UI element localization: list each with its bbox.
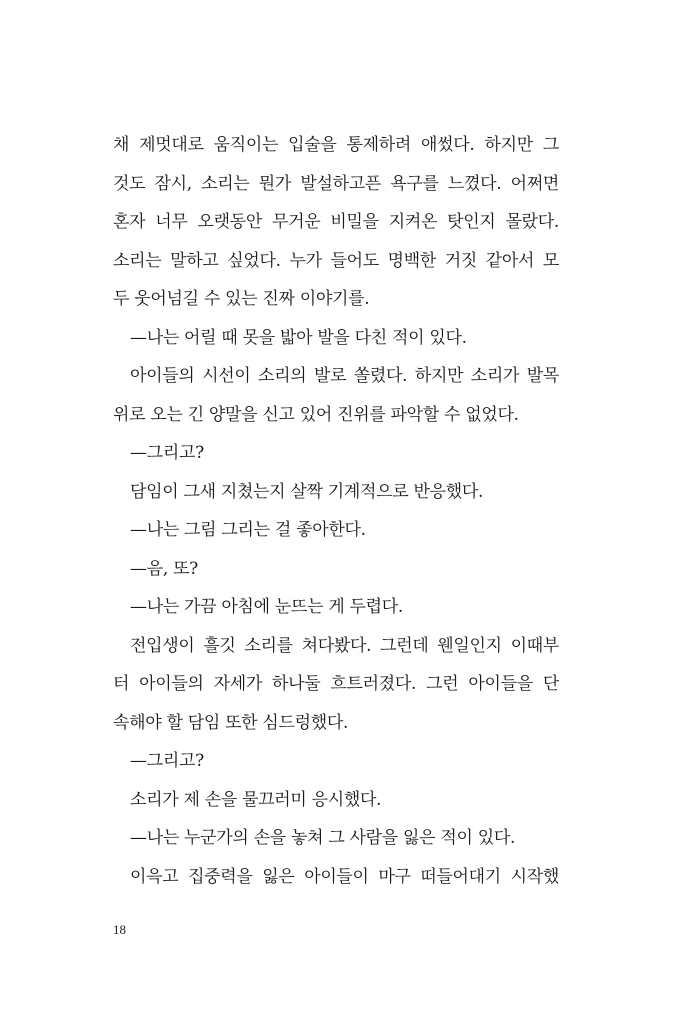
text-line: 소리가 제 손을 물끄러미 응시했다. <box>130 789 382 810</box>
text-line: 두 웃어넘길 수 있는 진짜 이야기를. <box>113 289 370 309</box>
dialogue-line: —나는 그림 그리는 걸 좋아한다. <box>130 520 366 540</box>
text-line: 터 아이들의 자세가 하나둘 흐트러졌다. 그런 아이들을 단 <box>113 674 559 694</box>
text-line: 소리는 말하고 싶었다. 누가 들어도 명백한 거짓 같아서 모 <box>113 250 559 271</box>
text-line: 채 제멋대로 움직이는 입술을 통제하려 애썼다. 하지만 그 <box>113 135 559 155</box>
body-text <box>113 126 559 896</box>
dialogue-line: —나는 누군가의 손을 놓쳐 그 사람을 잃은 적이 있다. <box>130 828 516 848</box>
text-line: 위로 오는 긴 양말을 신고 있어 진위를 파악할 수 없었다. <box>113 404 519 425</box>
dialogue-line: —그리고? <box>130 443 204 463</box>
text-line: 혼자 너무 오랫동안 무거운 비밀을 지켜온 탓인지 몰랐다. <box>113 212 559 232</box>
dialogue-line: —나는 어릴 때 못을 밟아 발을 다친 적이 있다. <box>130 327 467 348</box>
dialogue-line: —나는 가끔 아침에 눈뜨는 게 두렵다. <box>130 597 404 617</box>
text-line: 것도 잠시, 소리는 뭔가 발설하고픈 욕구를 느꼈다. 어쩌면 <box>113 173 559 194</box>
text-line: 전입생이 흘깃 소리를 쳐다봤다. 그런데 웬일인지 이때부 <box>130 635 559 656</box>
text-line: 속해야 할 담임 또한 심드렁했다. <box>113 712 349 733</box>
page-number: 18 <box>113 922 126 937</box>
text-line: 이윽고 집중력을 잃은 아이들이 마구 떠들어대기 시작했 <box>130 866 559 887</box>
dialogue-line: —그리고? <box>130 751 204 771</box>
text-line: 아이들의 시선이 소리의 발로 쏠렸다. 하지만 소리가 발목 <box>130 366 559 386</box>
dialogue-line: —음, 또? <box>130 558 198 579</box>
text-line: 담임이 그새 지쳤는지 살짝 기계적으로 반응했다. <box>130 481 484 502</box>
